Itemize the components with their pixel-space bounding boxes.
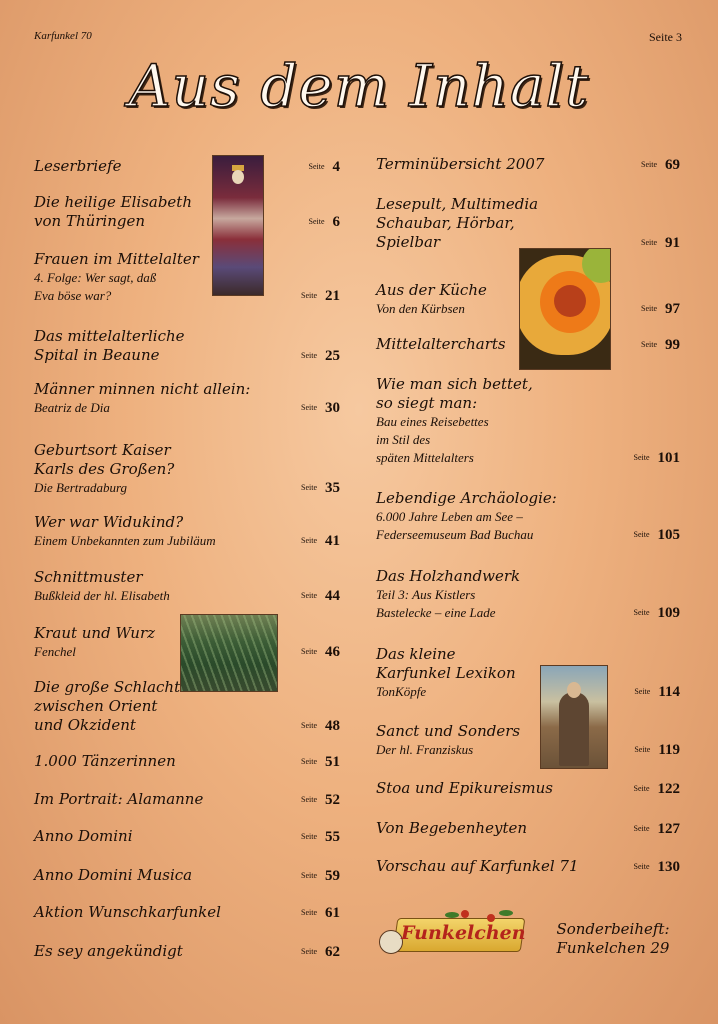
page-number-value: 119 xyxy=(658,742,680,758)
page-number-value: 114 xyxy=(658,684,680,700)
page-number-value: 91 xyxy=(665,235,680,251)
funkelchen-logo xyxy=(375,908,525,958)
toc-entry-subtitle: Die Bertradaburg xyxy=(34,480,128,495)
seite-label: Seite xyxy=(633,784,650,793)
toc-entry xyxy=(34,866,340,885)
toc-entry-title: und Okzident xyxy=(34,716,136,734)
toc-entry-title: Geburtsort Kaiser xyxy=(34,441,171,459)
page-number-value: 101 xyxy=(657,450,680,466)
seite-label: Seite xyxy=(301,591,317,600)
toc-entry-title: Es sey angekündigt xyxy=(34,942,183,960)
toc-entry-subtitle: Beatriz de Dia xyxy=(34,400,110,415)
toc-entry xyxy=(34,193,340,231)
toc-entry-title: Stoa und Epikureismus xyxy=(376,779,553,797)
page-number-value: 97 xyxy=(665,301,680,317)
toc-page-ref xyxy=(634,739,680,759)
toc-entry-subtitle: 4. Folge: Wer sagt, daß xyxy=(34,270,157,285)
toc-entry-title: Die heilige Elisabeth xyxy=(34,193,192,211)
toc-entry xyxy=(34,157,340,176)
toc-entry xyxy=(34,568,340,605)
toc-entry-title: so siegt man: xyxy=(376,394,478,412)
toc-entry-title: Kraut und Wurz xyxy=(34,624,156,642)
seite-label: Seite xyxy=(633,862,650,871)
toc-page-ref xyxy=(641,298,680,318)
toc-entry-title: Karfunkel Lexikon xyxy=(376,664,516,682)
toc-entry-title: Sanct und Sonders xyxy=(376,722,521,740)
toc-entry-subtitle: späten Mittelalters xyxy=(376,450,474,465)
toc-entry-title: Frauen im Mittelalter xyxy=(34,250,199,268)
seite-label: Seite xyxy=(301,871,317,880)
toc-page-ref xyxy=(301,530,340,550)
toc-entry-title: Spital in Beaune xyxy=(34,346,160,364)
toc-entry xyxy=(376,375,680,467)
seite-label: Seite xyxy=(641,238,657,247)
page-number-value: 41 xyxy=(325,533,340,549)
toc-entry-title: Anno Domini Musica xyxy=(34,866,193,884)
page-number-value: 21 xyxy=(325,288,340,304)
page-number-value: 127 xyxy=(657,821,680,837)
page-number-value: 109 xyxy=(657,605,680,621)
toc-entry xyxy=(34,903,340,922)
toc-page-ref xyxy=(309,211,341,231)
pumpkin-image xyxy=(519,248,611,370)
seite-label: Seite xyxy=(633,453,650,462)
page-number-value: 35 xyxy=(325,480,340,496)
toc-page-ref xyxy=(301,941,340,961)
toc-entry-title: Männer minnen nicht allein: xyxy=(34,380,251,398)
toc-entry-title: Leserbriefe xyxy=(34,157,122,175)
page-title: Aus dem Inhalt xyxy=(128,52,590,120)
toc-entry-title: Schaubar, Hörbar, xyxy=(376,214,515,232)
toc-page-ref xyxy=(301,715,340,735)
page-number-value: 55 xyxy=(325,829,340,845)
seite-label: Seite xyxy=(301,757,317,766)
page-number-value: 30 xyxy=(325,400,340,416)
toc-page-ref xyxy=(309,156,341,176)
seite-label: Seite xyxy=(301,947,317,956)
toc-entry xyxy=(34,827,340,846)
toc-entry xyxy=(376,722,680,759)
toc-page-ref xyxy=(301,826,340,846)
seite-label: Seite xyxy=(301,536,317,545)
toc-page-ref xyxy=(301,641,340,661)
toc-entry-subtitle: 6.000 Jahre Leben am See – xyxy=(376,509,523,524)
toc-entry-title: Wer war Widukind? xyxy=(34,513,184,531)
toc-page-ref xyxy=(301,285,340,305)
saint-francis-painting-image xyxy=(540,665,608,769)
toc-page-ref xyxy=(301,397,340,417)
page-number-value: 46 xyxy=(325,644,340,660)
toc-entry-title: Anno Domini xyxy=(34,827,133,845)
toc-entry-subtitle: Teil 3: Aus Kistlers xyxy=(376,587,476,602)
toc-entry-title: Im Portrait: Alamanne xyxy=(34,790,204,808)
toc-entry-subtitle: Federseemuseum Bad Buchau xyxy=(376,527,534,542)
toc-page-ref xyxy=(634,602,681,622)
toc-page-ref xyxy=(301,865,340,885)
toc-page-ref xyxy=(301,345,340,365)
toc-entry-subtitle: Von den Kürbsen xyxy=(376,301,465,316)
seite-label: Seite xyxy=(641,340,657,349)
toc-entry xyxy=(34,250,340,305)
magazine-name: Karfunkel 70 xyxy=(34,30,92,42)
toc-entry-title: Das kleine xyxy=(376,645,456,663)
toc-page-ref xyxy=(634,856,681,876)
toc-entry-title: von Thüringen xyxy=(34,212,146,230)
page-number-value: 59 xyxy=(325,868,340,884)
toc-entry-subtitle: im Stil des xyxy=(376,432,431,447)
fennel-plant-image xyxy=(180,614,278,692)
toc-entry xyxy=(376,567,680,622)
toc-entry xyxy=(34,942,340,961)
page-number-value: 99 xyxy=(665,337,680,353)
page-number-value: 105 xyxy=(657,527,680,543)
toc-entry xyxy=(34,790,340,809)
toc-entry-subtitle: Einem Unbekannten zum Jubiläum xyxy=(34,533,216,548)
seite-label: Seite xyxy=(301,351,317,360)
seite-label: Seite xyxy=(641,304,657,313)
page-number-value: 25 xyxy=(325,348,340,364)
seite-label: Seite xyxy=(634,687,651,696)
toc-entry-title: Spielbar xyxy=(376,233,441,251)
toc-page-ref xyxy=(301,902,340,922)
page-number-value: 130 xyxy=(657,859,680,875)
toc-entry-title: Aktion Wunschkarfunkel xyxy=(34,903,221,921)
toc-page-ref xyxy=(641,232,680,252)
seite-label: Seite xyxy=(301,832,317,841)
toc-page-ref xyxy=(301,751,340,771)
seite-label: Seite xyxy=(308,217,325,226)
toc-entry-title: Lesepult, Multimedia xyxy=(376,195,539,213)
elisabeth-statue-image xyxy=(212,155,264,296)
toc-entry-subtitle: Eva böse war? xyxy=(34,288,112,303)
page-number-value: 62 xyxy=(325,944,340,960)
toc-page-ref xyxy=(641,334,680,354)
toc-entry-title: Karls des Großen? xyxy=(34,460,175,478)
toc-entry xyxy=(376,155,680,174)
toc-entry-title: Das mittelalterliche xyxy=(34,327,185,345)
seite-label: Seite xyxy=(633,530,650,539)
jester-icon xyxy=(379,930,403,954)
page-number-value: 4 xyxy=(332,159,340,175)
toc-entry-title: 1.000 Tänzerinnen xyxy=(34,752,176,770)
toc-entry-subtitle: Fenchel xyxy=(34,644,76,659)
toc-entry-subtitle: Der hl. Franziskus xyxy=(376,742,474,757)
toc-entry-title: Lebendige Archäologie: xyxy=(376,489,557,507)
toc-entry xyxy=(34,441,340,497)
toc-page-ref xyxy=(301,477,340,497)
toc-entry xyxy=(34,327,340,365)
page-number-value: 48 xyxy=(325,718,340,734)
toc-entry-title: Von Begebenheyten xyxy=(376,819,528,837)
page-number-value: 122 xyxy=(657,781,680,797)
toc-entry-title: zwischen Orient xyxy=(34,697,158,715)
page-number-value: 44 xyxy=(325,588,340,604)
toc-entry-subtitle: Bastelecke – eine Lade xyxy=(376,605,496,620)
toc-entry xyxy=(34,752,340,771)
toc-entry-title: Aus der Küche xyxy=(376,281,487,299)
toc-entry xyxy=(34,380,340,417)
toc-entry xyxy=(376,645,680,701)
toc-entry xyxy=(376,857,680,876)
toc-entry-title: Das Holzhandwerk xyxy=(376,567,521,585)
toc-page-ref xyxy=(301,585,340,605)
toc-page-ref xyxy=(634,524,681,544)
seite-label: Seite xyxy=(301,291,317,300)
toc-entry-title: Vorschau auf Karfunkel 71 xyxy=(376,857,579,875)
toc-page-ref xyxy=(301,789,340,809)
supplement-line: Sonderbeiheft: xyxy=(556,920,670,938)
page-number-value: 69 xyxy=(665,157,680,173)
toc-entry-subtitle: Bau eines Reisebettes xyxy=(376,414,489,429)
toc-entry xyxy=(376,489,680,544)
toc-entry xyxy=(376,195,680,252)
seite-label: Seite xyxy=(633,608,650,617)
toc-entry-title: Wie man sich bettet, xyxy=(376,375,533,393)
seite-label: Seite xyxy=(308,162,325,171)
supplement-line: Funkelchen 29 xyxy=(556,939,670,957)
toc-page-ref xyxy=(641,154,680,174)
seite-label: Seite xyxy=(301,403,317,412)
page-number-value: 51 xyxy=(325,754,340,770)
funkelchen-logo-text: Funkelchen xyxy=(401,922,526,944)
seite-label: Seite xyxy=(301,721,317,730)
toc-entry xyxy=(376,779,680,798)
toc-page-ref xyxy=(634,818,681,838)
toc-entry xyxy=(376,819,680,838)
supplement-note xyxy=(548,920,678,958)
seite-label: Seite xyxy=(301,795,317,804)
toc-entry-subtitle: Bußkleid der hl. Elisabeth xyxy=(34,588,170,603)
toc-entry-title: Schnittmuster xyxy=(34,568,143,586)
seite-label: Seite xyxy=(641,160,657,169)
page-number-value: 52 xyxy=(325,792,340,808)
seite-label: Seite xyxy=(633,824,650,833)
toc-page-ref xyxy=(634,778,681,798)
toc-page-ref xyxy=(634,447,681,467)
toc-entry-title: Terminübersicht 2007 xyxy=(376,155,545,173)
page-number-value: 61 xyxy=(325,905,340,921)
seite-label: Seite xyxy=(301,908,317,917)
page-number: Seite 3 xyxy=(649,30,682,44)
toc-entry-title: Mittelaltercharts xyxy=(376,335,506,353)
seite-label: Seite xyxy=(301,483,317,492)
toc-entry-subtitle: TonKöpfe xyxy=(376,684,427,699)
toc-entry-title: Die große Schlacht xyxy=(34,678,181,696)
seite-label: Seite xyxy=(301,647,317,656)
page-number-value: 6 xyxy=(332,214,340,230)
seite-label: Seite xyxy=(634,745,651,754)
toc-page-ref xyxy=(634,681,680,701)
toc-entry xyxy=(34,513,340,550)
